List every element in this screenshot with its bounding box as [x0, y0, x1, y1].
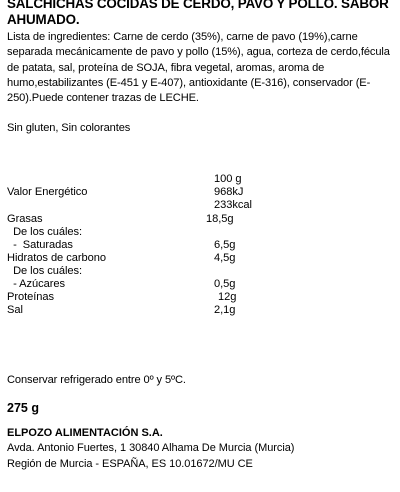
energy-kcal: 233kcal — [214, 199, 252, 211]
energy-kj: 968kJ — [214, 186, 244, 198]
nutrient-label-saturated: - Saturadas — [7, 239, 73, 251]
nutrient-value-carbs: 4,5g — [214, 252, 236, 264]
storage-instructions: Conservar refrigerado entre 0º y 5ºC. — [7, 374, 186, 386]
nutrient-value-fat: 18,5g — [206, 213, 234, 225]
manufacturer-address — [7, 441, 294, 472]
nutrient-value-protein: 12g — [218, 291, 237, 303]
nutrient-label-of-which: De los cuáles: — [7, 226, 83, 238]
address-line-2: Región de Murcia - ESPAÑA, ES 10.01672/MU CE — [7, 457, 253, 470]
nutrient-label-protein: Proteínas — [7, 291, 55, 303]
net-weight: 275 g — [7, 401, 39, 415]
product-title: SALCHICHAS COCIDAS DE CERDO, PAVO Y POLLO. SABOR AHUMADO. — [7, 0, 389, 27]
energy-label: Valor Energético — [7, 186, 88, 198]
nutrient-label-carbs: Hidratos de carbono — [7, 252, 106, 264]
nutrient-value-saturated: 6,5g — [214, 239, 236, 251]
product-claims: Sin gluten, Sin colorantes — [7, 122, 131, 134]
manufacturer-name: ELPOZO ALIMENTACIÓN S.A. — [7, 427, 163, 439]
ingredients-list: Lista de ingredientes: Carne de cerdo (35%), carne de pavo (19%),carne separada mecánicamente de pavo y pollo (15%), agua, corteza de cerdo,fécula de patata, sal, proteína de SOJA, fibra vegetal, aromas, aroma de humo,estabilizantes (E-451 y E-407), antioxidante (E-316), conservador (E-250).Puede contener trazas de LECHE. — [7, 31, 390, 105]
nutrient-label-salt: Sal — [7, 304, 23, 316]
nutrition-header: 100 g — [214, 173, 242, 185]
address-line-1: Avda. Antonio Fuertes, 1 30840 Alhama De Murcia (Murcia) — [7, 442, 295, 454]
nutrient-label-of-which-2: De los cuáles: — [7, 265, 83, 277]
nutrient-label-sugars: - Azúcares — [7, 278, 65, 290]
nutrient-label-fat: Grasas — [7, 213, 43, 225]
nutrient-value-sugars: 0,5g — [214, 278, 236, 290]
nutrient-value-salt: 2,1g — [214, 304, 236, 316]
